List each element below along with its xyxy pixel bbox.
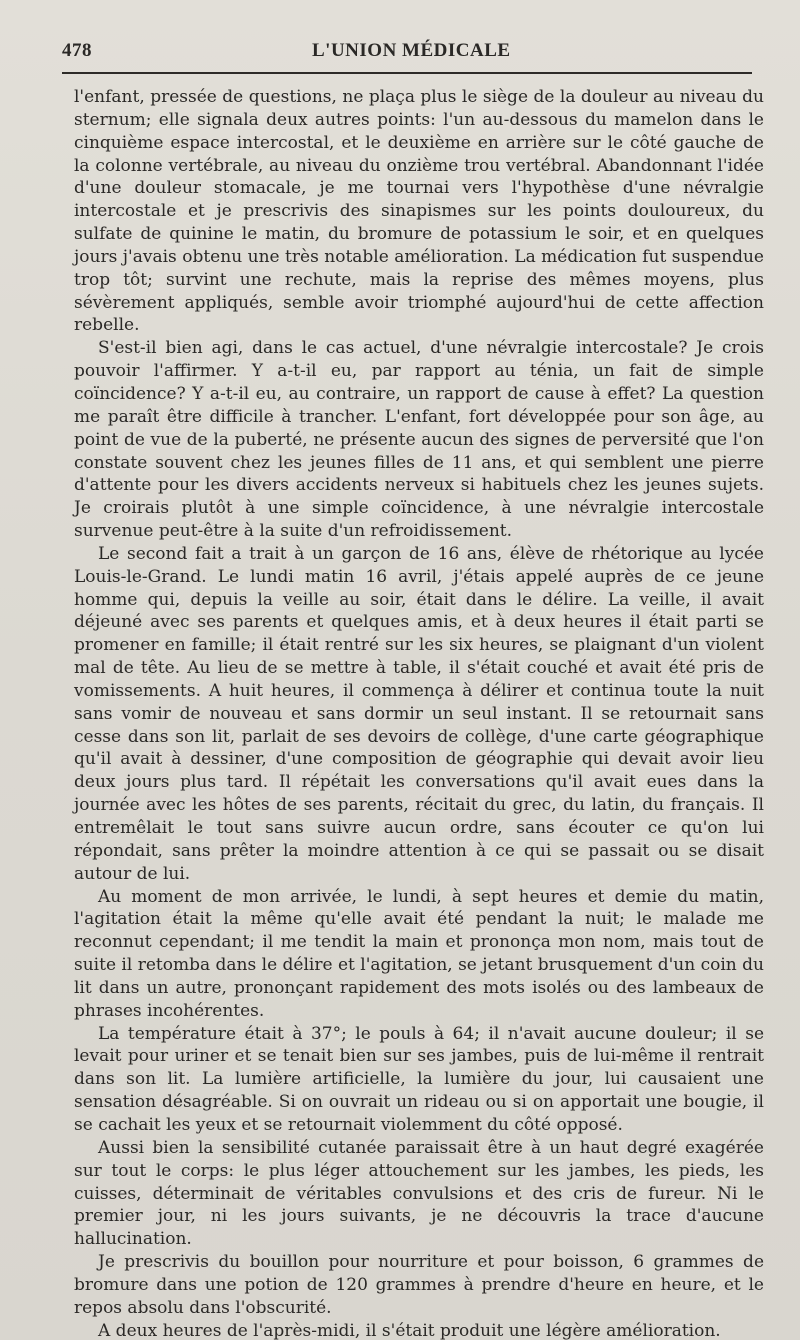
page-number: 478: [62, 40, 92, 61]
paragraph: La température était à 37°; le pouls à 64; il n'avait aucune douleur; il se levait pour uriner et se tenait bien sur ses jambes, puis de lui-même il rentrait dans son lit. La lumière artificielle, la lumière du jour, lui causaient une sensation désagréable. Si on ouvrait un rideau ou si on apportait une bougie, il se cachait les yeux et se retournait violemment du côté opposé.: [74, 1023, 764, 1135]
header-rule: [62, 72, 752, 74]
paragraph: Le second fait a trait à un garçon de 16 ans, élève de rhétorique au lycée Louis-le-Grand. Le lundi matin 16 avril, j'étais appelé auprès de ce jeune homme qui, depuis la veille au soir, était dans le délire. La veille, il avait déjeuné avec ses parents et quelques amis, et à deux heures il était parti se promener en famille; il était rentré sur les six heures, se plaignant d'un violent mal de tête. Au lieu de se mettre à table, il s'était couché et avait été pris de vomissements. A huit heures, il commença à délirer et continua toute la nuit sans vomir de nouveau et sans dormir un seul instant. Il se retournait sans cesse dans son lit, parlait de ses devoirs de collège, d'une carte géographique qu'il avait à dessiner, d'une composition de géographie qui devait avoir lieu deux jours plus tard. Il répétait les conversations qu'il avait eues dans la journée avec les hôtes de ses parents, récitait du grec, du latin, du français. Il entremêlait le tout sans suivre aucun ordre, sans écouter ce qu'on lui répondait, sans prêter la moindre attention à ce qui se passait ou se disait autour de lui.: [74, 543, 764, 884]
paragraph: A deux heures de l'après-midi, il s'était produit une légère amélioration.: [98, 1320, 721, 1340]
page-header: [62, 40, 750, 70]
paragraph: l'enfant, pressée de questions, ne plaça plus le siège de la douleur au niveau du sternum; elle signala deux autres points: l'un au-dessous du mamelon dans le cinquième espace intercostal, et le deuxième en arrière sur le côté gauche de la colonne vertébrale, au niveau du onzième trou vertébral. Abandonnant l'idée d'une douleur stomacale, je me tournai vers l'hypothèse d'une névralgie intercostale et je prescrivis des sinapismes sur les points douloureux, du sulfate de quinine le matin, du bromure de potassium le soir, et en quelques jours j'avais obtenu une très notable amélioration. La médication fut suspendue trop tôt; survint une rechute, mais la reprise des mêmes moyens, plus sévèrement appliqués, semble avoir triomphé aujourd'hui de cette affection rebelle.: [74, 87, 764, 336]
paragraph: Au moment de mon arrivée, le lundi, à sept heures et demie du matin, l'agitation était la même qu'elle avait été pendant la nuit; le malade me reconnut cependant; il me tendit la main et prononça mon nom, mais tout de suite il retomba dans le délire et l'agitation, se jetant brusquement d'un coin du lit dans un autre, prononçant rapidement des mots isolés ou des lambeaux de phrases incohérentes.: [74, 886, 764, 1021]
paragraph: Je prescrivis du bouillon pour nourriture et pour boisson, 6 grammes de bromure dans une potion de 120 grammes à prendre d'heure en heure, et le repos absolu dans l'obscurité.: [74, 1252, 764, 1318]
body-text: [74, 86, 764, 1340]
running-head: L'UNION MÉDICALE: [312, 40, 511, 61]
paragraph: Aussi bien la sensibilité cutanée paraissait être à un haut degré exagérée sur tout le corps: le plus léger attouchement sur les jambes, les pieds, les cuisses, déterminait de véritables convulsions et des cris de fureur. Ni le premier jour, ni les jours suivants, je ne découvris la trace d'aucune hallucination.: [74, 1137, 764, 1250]
paragraph: S'est-il bien agi, dans le cas actuel, d'une névralgie intercostale? Je crois pouvoir l'affirmer. Y a-t-il eu, par rapport au ténia, un fait de simple coïncidence? Y a-t-il eu, au contraire, un rapport de cause à effet? La question me paraît être difficile à trancher. L'enfant, fort développée pour son âge, au point de vue de la puberté, ne présente aucun des signes de perversité que l'on constate souvent chez les jeunes filles de 11 ans, et qui semblent une pierre d'attente pour les divers accidents nerveux si habituels chez les jeunes sujets. Je croirais plutôt à une simple coïncidence, à une névralgie intercostale survenue peut-être à la suite d'un refroidissement.: [74, 338, 764, 542]
